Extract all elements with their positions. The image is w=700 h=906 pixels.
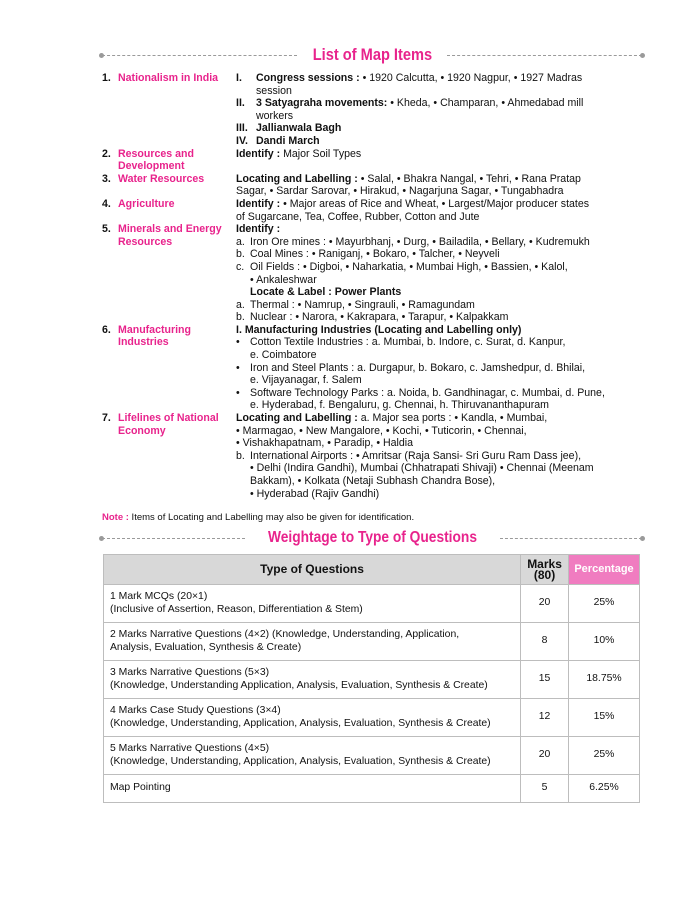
percentage-cell: 25% bbox=[569, 737, 640, 775]
item-number: 2. bbox=[102, 147, 111, 160]
question-type-line2: (Knowledge, Understanding, Application, Analysis, Evaluation, Synthesis & Create) bbox=[110, 755, 491, 767]
item-line-marker: II. bbox=[236, 97, 245, 110]
question-type-cell bbox=[104, 775, 521, 803]
question-type-cell bbox=[104, 661, 521, 699]
item-line-text: Cotton Textile Industries : a. Mumbai, b. Indore, c. Surat, d. Kanpur, bbox=[250, 336, 566, 349]
item-line bbox=[236, 248, 652, 261]
item-number: 7. bbox=[102, 412, 111, 425]
item-line-text: • 1920 Calcutta, • 1920 Nagpur, • 1927 Madras bbox=[359, 72, 583, 84]
item-line-marker: c. bbox=[236, 260, 245, 273]
item-line-bold: Locating and Labelling : bbox=[236, 412, 358, 425]
map-items-heading bbox=[102, 45, 642, 65]
item-line-marker: IV. bbox=[236, 134, 248, 147]
question-type-line1: 1 Mark MCQs (20×1) bbox=[110, 590, 208, 602]
item-number: 3. bbox=[102, 172, 111, 185]
item-line bbox=[236, 97, 652, 110]
percentage-cell: 10% bbox=[569, 623, 640, 661]
item-body bbox=[236, 173, 652, 198]
item-line-text: Oil Fields : • Digboi, • Naharkatia, • Mumbai High, • Bassien, • Kalol, bbox=[250, 260, 568, 273]
item-line bbox=[236, 236, 652, 249]
item-line bbox=[236, 462, 652, 475]
item-line bbox=[236, 299, 652, 312]
item-line-text: • Hyderabad (Rajiv Gandhi) bbox=[250, 487, 380, 500]
map-items-list bbox=[102, 72, 652, 500]
item-number: 1. bbox=[102, 72, 111, 84]
item-line-text: session bbox=[256, 84, 292, 97]
marks-cell: 20 bbox=[521, 585, 569, 623]
list-item bbox=[102, 72, 652, 148]
item-number: 6. bbox=[102, 323, 111, 336]
item-body bbox=[236, 324, 652, 412]
question-type-line2: (Knowledge, Understanding, Application, Analysis, Evaluation, Synthesis & Create) bbox=[110, 717, 491, 729]
table-row bbox=[104, 623, 640, 661]
item-line bbox=[236, 362, 652, 375]
note-label: Note : bbox=[102, 512, 129, 523]
item-topic: Minerals and Energy Resources bbox=[118, 223, 222, 248]
item-line bbox=[236, 475, 652, 488]
marks-cell: 8 bbox=[521, 623, 569, 661]
item-line bbox=[236, 286, 652, 299]
item-line-marker: a. bbox=[236, 235, 245, 248]
item-line-bold: 3 Satyagraha movements: bbox=[256, 97, 388, 110]
item-line bbox=[236, 324, 652, 337]
item-line bbox=[236, 425, 652, 438]
item-body bbox=[236, 198, 652, 223]
item-line bbox=[236, 223, 652, 236]
item-line-text: e. Coimbatore bbox=[250, 349, 317, 362]
item-line bbox=[236, 110, 652, 123]
item-number: 5. bbox=[102, 223, 111, 236]
heading-divider-right bbox=[447, 55, 642, 56]
item-line-text: e. Hyderabad, f. Bengaluru, g. Chennai, h. Thiruvananthapuram bbox=[250, 399, 549, 412]
item-line-bold: I. Manufacturing Industries (Locating and Labelling only) bbox=[236, 323, 522, 336]
question-type-line1: 5 Marks Narrative Questions (4×5) bbox=[110, 742, 270, 754]
item-body bbox=[236, 148, 652, 173]
item-line-text: • Marmagao, • New Mangalore, • Kochi, • Tuticorin, • Chennai, bbox=[236, 424, 527, 437]
item-line-bold: Locating and Labelling : bbox=[236, 172, 358, 185]
question-type-line2: (Inclusive of Assertion, Reason, Differentiation & Stem) bbox=[110, 603, 363, 615]
item-line-bold: Identify : bbox=[236, 223, 281, 236]
weightage-title: Weightage to Type of Questions bbox=[267, 529, 477, 546]
table-row bbox=[104, 585, 640, 623]
item-line-text: Thermal : • Namrup, • Singrauli, • Ramagundam bbox=[250, 298, 475, 311]
question-type-cell bbox=[104, 623, 521, 661]
item-line-marker: • bbox=[236, 336, 240, 349]
question-type-cell bbox=[104, 737, 521, 775]
item-line-bold: Jallianwala Bagh bbox=[256, 122, 342, 135]
item-line-text: • Major areas of Rice and Wheat, • Largest/Major producer states bbox=[280, 197, 590, 210]
col-marks-sub: (80) bbox=[533, 567, 556, 582]
item-line bbox=[236, 72, 652, 85]
question-type-line1: 2 Marks Narrative Questions (4×2) (Knowledge, Understanding, Application, bbox=[110, 628, 460, 640]
item-line bbox=[236, 412, 652, 425]
item-topic: Water Resources bbox=[118, 172, 205, 185]
item-line-marker: • bbox=[236, 386, 240, 399]
item-line bbox=[236, 387, 652, 400]
item-line-text: e. Vijayanagar, f. Salem bbox=[250, 374, 362, 387]
item-line bbox=[236, 122, 652, 135]
question-type-line1: 4 Marks Case Study Questions (3×4) bbox=[110, 704, 281, 716]
item-line bbox=[236, 148, 652, 161]
weightage-heading bbox=[102, 528, 642, 548]
marks-cell: 15 bbox=[521, 661, 569, 699]
item-body bbox=[236, 223, 652, 324]
item-line bbox=[236, 173, 652, 186]
item-line-marker: b. bbox=[236, 248, 245, 261]
item-line-bold: Identify : bbox=[236, 197, 281, 210]
item-line-bold: Locate & Label : Power Plants bbox=[250, 286, 402, 299]
item-line-text: Bakkam), • Kolkata (Netaji Subhash Chandra Bose), bbox=[250, 475, 496, 487]
col-marks-header bbox=[521, 555, 569, 585]
item-body bbox=[236, 72, 652, 148]
item-topic: Agriculture bbox=[118, 197, 175, 210]
question-type-line2: Analysis, Evaluation, Synthesis & Create) bbox=[110, 641, 302, 653]
table-row bbox=[104, 775, 640, 803]
item-line-text: a. Major sea ports : • Kandla, • Mumbai, bbox=[357, 412, 548, 425]
table-row bbox=[104, 661, 640, 699]
table-row bbox=[104, 737, 640, 775]
map-items-title: List of Map Items bbox=[312, 45, 432, 64]
list-item bbox=[102, 198, 652, 223]
item-line bbox=[236, 374, 652, 387]
item-topic: Manufacturing Industries bbox=[118, 323, 191, 349]
item-line bbox=[236, 437, 652, 450]
item-line bbox=[236, 311, 652, 324]
col-percentage-header: Percentage bbox=[569, 555, 640, 585]
question-type-cell bbox=[104, 585, 521, 623]
item-line-text: • Salal, • Bhakra Nangal, • Tehri, • Rana Pratap bbox=[357, 172, 581, 185]
item-topic: Resources and Development bbox=[118, 147, 194, 173]
weightage-table bbox=[103, 554, 640, 803]
item-line bbox=[236, 211, 652, 224]
col-marks-label: Marks bbox=[527, 556, 562, 571]
list-item bbox=[102, 223, 652, 324]
item-line bbox=[236, 274, 652, 287]
item-line-bold: Identify : bbox=[236, 147, 281, 160]
item-line-marker: b. bbox=[236, 449, 245, 462]
item-line-bold: Dandi March bbox=[256, 134, 320, 147]
list-item bbox=[102, 148, 652, 173]
item-line-text: Iron Ore mines : • Mayurbhanj, • Durg, • Bailadila, • Bellary, • Kudremukh bbox=[250, 235, 590, 248]
item-line-text: workers bbox=[256, 109, 294, 122]
heading-divider-right bbox=[500, 538, 643, 539]
item-line-text: Software Technology Parks : a. Noida, b. Gandhinagar, c. Mumbai, d. Pune, bbox=[250, 386, 605, 399]
item-line bbox=[236, 336, 652, 349]
item-line bbox=[236, 349, 652, 362]
item-line-bold: Congress sessions : bbox=[256, 72, 360, 84]
table-header-row bbox=[104, 555, 640, 585]
item-line bbox=[236, 488, 652, 501]
heading-divider-left bbox=[102, 55, 297, 56]
item-line-text: • Kheda, • Champaran, • Ahmedabad mill bbox=[387, 97, 584, 110]
item-line bbox=[236, 261, 652, 274]
note bbox=[102, 512, 414, 523]
percentage-cell: 18.75% bbox=[569, 661, 640, 699]
item-topic: Lifelines of National Economy bbox=[118, 412, 219, 437]
item-line-text: of Sugarcane, Tea, Coffee, Rubber, Cotton and Jute bbox=[236, 210, 480, 223]
marks-cell: 5 bbox=[521, 775, 569, 803]
heading-divider-left bbox=[102, 538, 245, 539]
item-line bbox=[236, 85, 652, 98]
marks-cell: 20 bbox=[521, 737, 569, 775]
item-line-text: Iron and Steel Plants : a. Durgapur, b. Bokaro, c. Jamshedpur, d. Bhilai, bbox=[250, 361, 586, 374]
col-type-header: Type of Questions bbox=[104, 555, 521, 585]
list-item bbox=[102, 324, 652, 412]
table-row bbox=[104, 699, 640, 737]
item-line-text: Nuclear : • Narora, • Kakrapara, • Tarapur, • Kalpakkam bbox=[250, 311, 509, 324]
item-line-text: • Vishakhapatnam, • Paradip, • Haldia bbox=[236, 437, 414, 450]
item-line bbox=[236, 450, 652, 463]
item-line bbox=[236, 198, 652, 211]
question-type-line1: 3 Marks Narrative Questions (5×3) bbox=[110, 666, 270, 678]
percentage-cell: 6.25% bbox=[569, 775, 640, 803]
item-line-text: • Ankaleshwar bbox=[250, 273, 317, 286]
item-line-text: International Airports : • Amritsar (Raja Sansi- Sri Guru Ram Dass jee), bbox=[250, 449, 582, 462]
item-number: 4. bbox=[102, 197, 111, 210]
item-line-marker: III. bbox=[236, 122, 248, 135]
question-type-line2: (Knowledge, Understanding Application, Analysis, Evaluation, Synthesis & Create) bbox=[110, 679, 488, 691]
item-line-text: Major Soil Types bbox=[280, 147, 362, 160]
list-item bbox=[102, 412, 652, 500]
item-body bbox=[236, 412, 652, 500]
item-line-marker: I. bbox=[236, 72, 242, 84]
item-line-marker: • bbox=[236, 361, 240, 374]
item-line bbox=[236, 399, 652, 412]
item-line-marker: b. bbox=[236, 311, 245, 324]
marks-cell: 12 bbox=[521, 699, 569, 737]
item-line bbox=[236, 135, 652, 148]
percentage-cell: 15% bbox=[569, 699, 640, 737]
note-text: Items of Locating and Labelling may also be given for identification. bbox=[128, 512, 415, 523]
item-line-text: Coal Mines : • Raniganj, • Bokaro, • Talcher, • Neyveli bbox=[250, 248, 500, 261]
percentage-cell: 25% bbox=[569, 585, 640, 623]
item-line-marker: a. bbox=[236, 298, 245, 311]
list-item bbox=[102, 173, 652, 198]
question-type-line1: Map Pointing bbox=[110, 782, 171, 794]
item-topic: Nationalism in India bbox=[118, 72, 219, 84]
item-line bbox=[236, 185, 652, 198]
question-type-cell bbox=[104, 699, 521, 737]
item-line-text: Sagar, • Sardar Sarovar, • Hirakud, • Nagarjuna Sagar, • Tungabhadra bbox=[236, 185, 564, 198]
item-line-text: • Delhi (Indira Gandhi), Mumbai (Chhatrapati Shivaji) • Chennai (Meenam bbox=[250, 462, 594, 475]
